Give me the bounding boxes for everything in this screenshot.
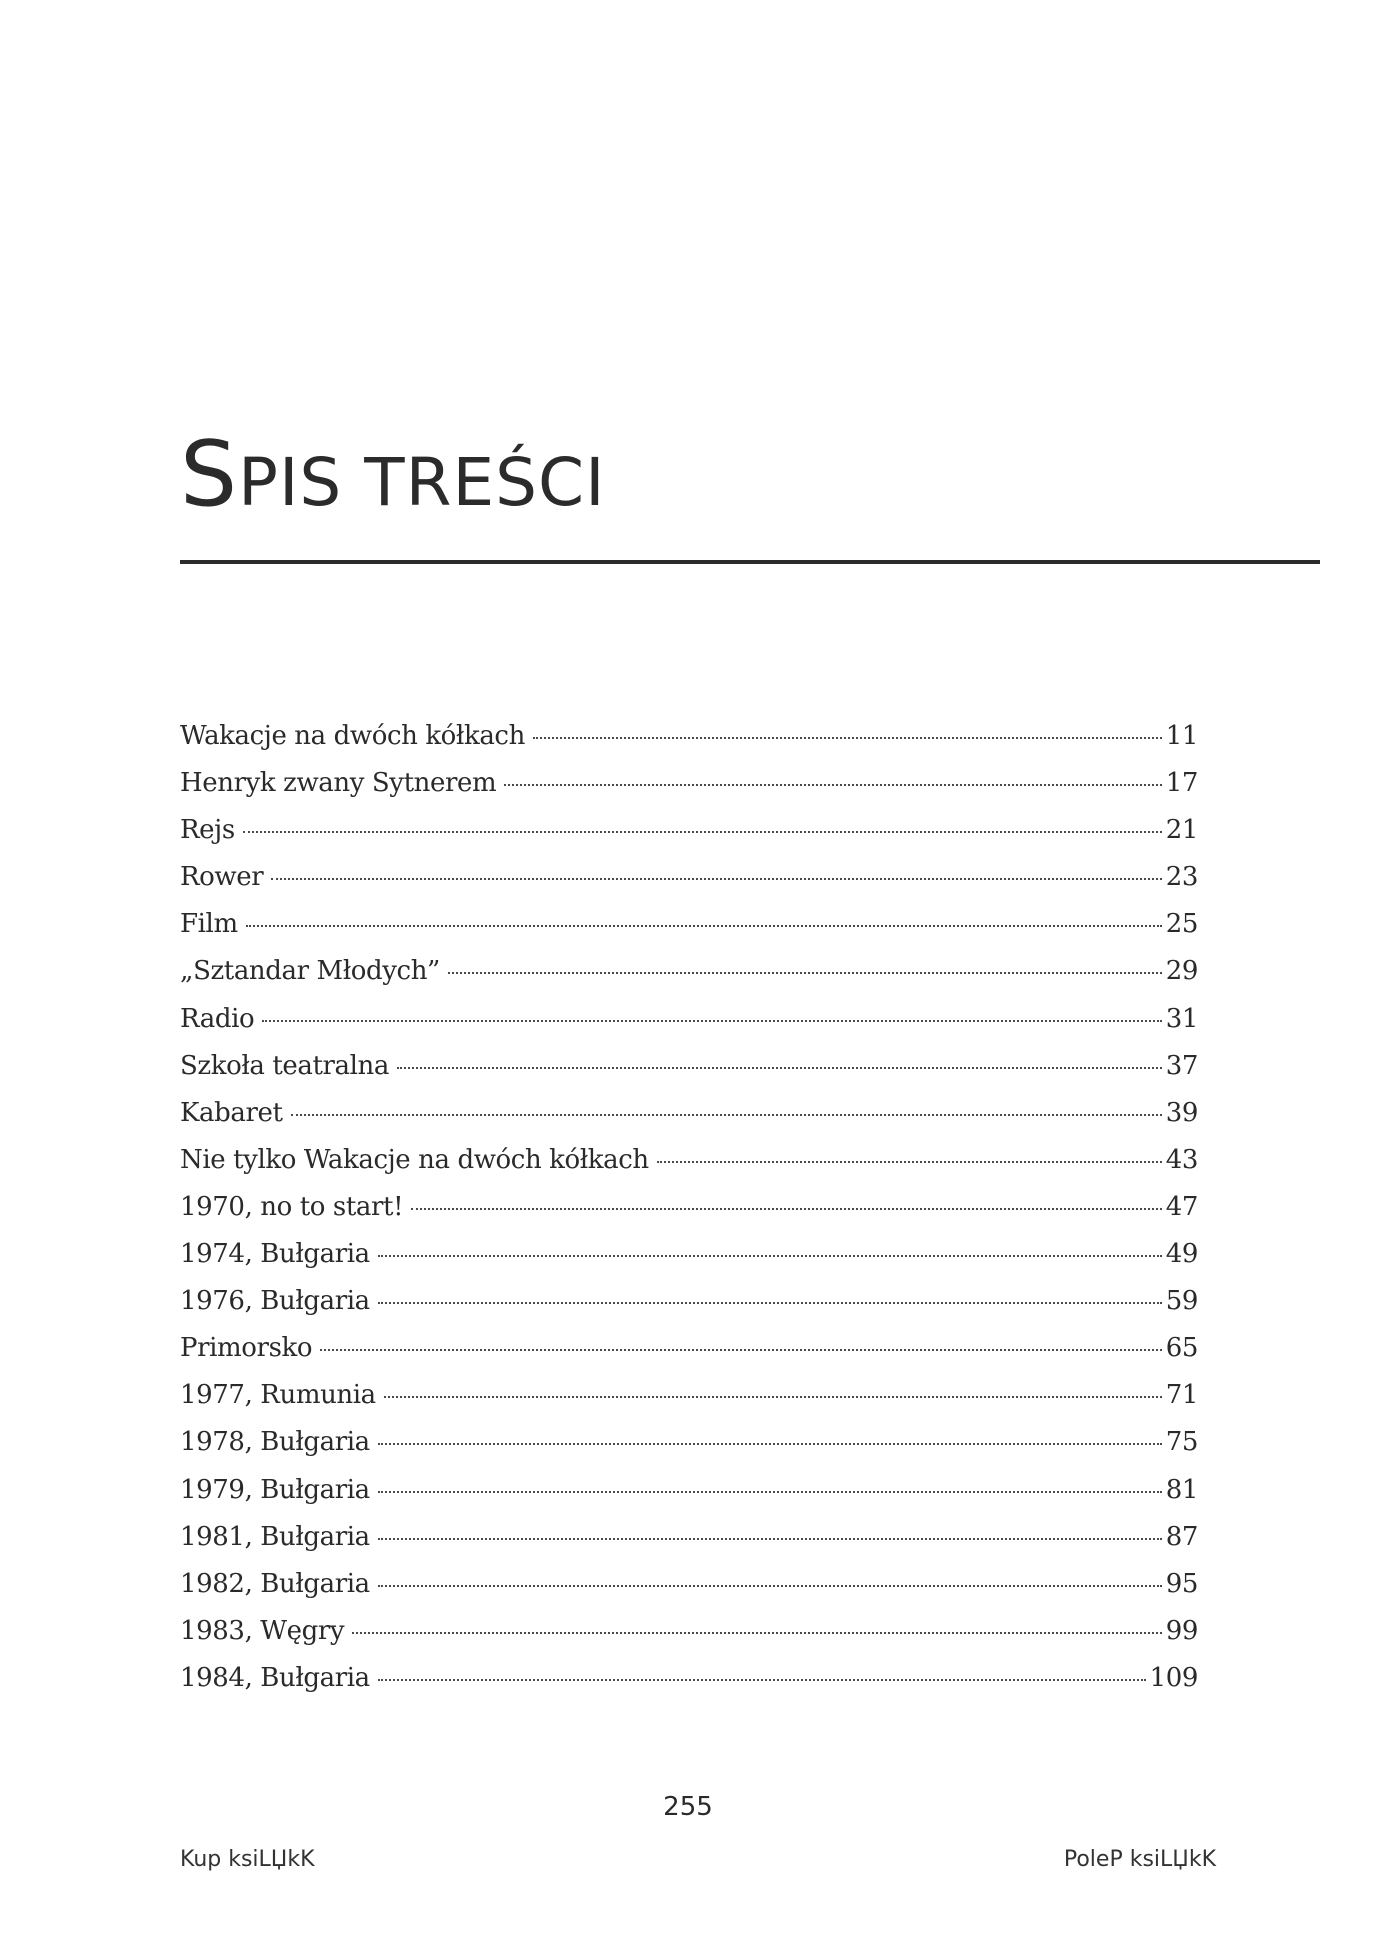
toc-entry-page: 99 — [1165, 1615, 1198, 1646]
toc-entry — [180, 1051, 1198, 1098]
toc-entry — [180, 956, 1198, 1003]
toc-entry-page: 59 — [1165, 1286, 1198, 1317]
toc-entry-title: Henryk zwany Sytnerem — [180, 768, 497, 799]
toc-entry — [180, 1427, 1198, 1474]
footer-left-text: Kup ksiLЏkK — [180, 1847, 315, 1872]
title-initial: S — [180, 422, 239, 527]
toc-entry-page: 23 — [1165, 862, 1198, 893]
toc-entry — [180, 1004, 1198, 1051]
page-title — [180, 422, 606, 527]
toc-entry-page: 65 — [1165, 1333, 1198, 1364]
toc-entry — [180, 1192, 1198, 1239]
toc-dot-leader — [352, 1632, 1162, 1634]
toc-entry — [180, 1098, 1198, 1145]
toc-dot-leader — [320, 1349, 1162, 1351]
toc-entry — [180, 909, 1198, 956]
toc-entry-page: 81 — [1165, 1474, 1198, 1505]
toc-entry-page: 75 — [1165, 1427, 1198, 1458]
toc-entry-title: 1977, Rumunia — [180, 1380, 376, 1411]
toc-entry — [180, 1475, 1198, 1522]
toc-entry-title: 1981, Bułgaria — [180, 1521, 370, 1552]
toc-entry-page: 17 — [1165, 768, 1198, 799]
toc-entry — [180, 1286, 1198, 1333]
toc-entry-page: 29 — [1165, 956, 1198, 987]
toc-entry — [180, 1333, 1198, 1380]
toc-entry — [180, 1522, 1198, 1569]
title-divider — [180, 560, 1320, 564]
toc-dot-leader — [397, 1067, 1162, 1069]
page-number: 255 — [663, 1792, 713, 1822]
toc-entry-page: 37 — [1165, 1050, 1198, 1081]
toc-dot-leader — [291, 1114, 1162, 1116]
toc-entry-page: 21 — [1165, 815, 1198, 846]
toc-entry-page: 31 — [1165, 1003, 1198, 1034]
toc-entry-title: 1983, Węgry — [180, 1615, 345, 1646]
toc-entry-title: Film — [180, 909, 238, 940]
toc-entry-page: 49 — [1165, 1239, 1198, 1270]
toc-dot-leader — [378, 1679, 1146, 1681]
toc-entry-title: 1984, Bułgaria — [180, 1662, 370, 1693]
toc-entry-title: 1976, Bułgaria — [180, 1286, 370, 1317]
toc-dot-leader — [384, 1396, 1162, 1398]
table-of-contents — [180, 721, 1198, 1710]
toc-entry-title: „Sztandar Młodych” — [180, 956, 440, 987]
toc-entry-title: 1978, Bułgaria — [180, 1427, 370, 1458]
toc-entry — [180, 721, 1198, 768]
toc-dot-leader — [378, 1255, 1162, 1257]
toc-entry-title: Rower — [180, 862, 264, 893]
toc-entry-page: 25 — [1165, 909, 1198, 940]
toc-entry — [180, 1616, 1198, 1663]
toc-entry-title: Wakacje na dwóch kółkach — [180, 721, 525, 751]
toc-dot-leader — [243, 831, 1162, 833]
toc-dot-leader — [657, 1161, 1162, 1163]
toc-entry — [180, 1663, 1198, 1710]
toc-entry-page: 109 — [1149, 1662, 1198, 1693]
title-rest: PIS TREŚCI — [238, 444, 606, 521]
footer-right-text: PoleP ksiLЏkK — [1063, 1847, 1216, 1872]
toc-entry-title: Nie tylko Wakacje na dwóch kółkach — [180, 1144, 649, 1175]
toc-entry-page: 39 — [1165, 1097, 1198, 1128]
toc-entry-title: 1979, Bułgaria — [180, 1474, 370, 1505]
toc-entry — [180, 862, 1198, 909]
toc-entry-title: Rejs — [180, 815, 235, 846]
toc-dot-leader — [262, 1020, 1161, 1022]
toc-entry-page: 87 — [1165, 1521, 1198, 1552]
toc-entry — [180, 768, 1198, 815]
toc-entry-title: Szkoła teatralna — [180, 1050, 389, 1081]
toc-dot-leader — [271, 878, 1161, 880]
toc-entry-title: Radio — [180, 1003, 255, 1034]
toc-entry-page: 95 — [1165, 1568, 1198, 1599]
toc-entry-title: 1974, Bułgaria — [180, 1239, 370, 1270]
toc-entry — [180, 1239, 1198, 1286]
toc-dot-leader — [378, 1538, 1162, 1540]
toc-entry — [180, 815, 1198, 862]
toc-entry-title: Kabaret — [180, 1097, 283, 1128]
toc-dot-leader — [378, 1585, 1162, 1587]
toc-dot-leader — [246, 925, 1162, 927]
toc-entry — [180, 1569, 1198, 1616]
toc-entry-title: Primorsko — [180, 1333, 313, 1364]
toc-entry-title: 1982, Bułgaria — [180, 1568, 370, 1599]
toc-dot-leader — [378, 1491, 1162, 1493]
toc-dot-leader — [378, 1302, 1162, 1304]
toc-entry-title: 1970, no to start! — [180, 1191, 404, 1222]
toc-entry — [180, 1380, 1198, 1427]
toc-entry-page: 71 — [1165, 1380, 1198, 1411]
toc-entry-page: 11 — [1165, 721, 1198, 751]
toc-entry — [180, 1145, 1198, 1192]
toc-dot-leader — [533, 737, 1162, 739]
toc-dot-leader — [504, 784, 1161, 786]
toc-dot-leader — [448, 972, 1162, 974]
toc-dot-leader — [378, 1443, 1162, 1445]
toc-entry-page: 43 — [1165, 1144, 1198, 1175]
toc-entry-page: 47 — [1165, 1191, 1198, 1222]
toc-dot-leader — [411, 1208, 1162, 1210]
